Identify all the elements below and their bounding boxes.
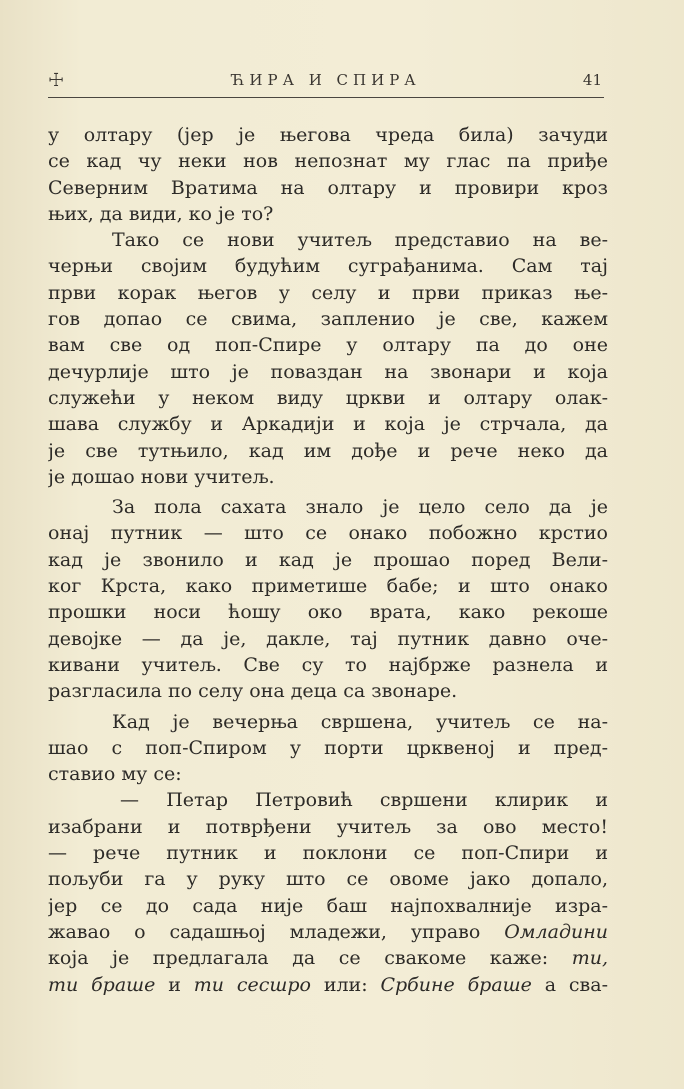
text-line-14: је дошао нови учитељ. (48, 465, 275, 488)
text-line-23: Кад је вечерња свршена, учитељ се на- (112, 710, 608, 733)
text-line-30: јер се до сада није баш најпохвалније изра- (48, 894, 608, 917)
text-line-15: За пола сахата знало је цело село да је (112, 496, 608, 519)
text-line-7: први корак његов у селу и први приказ ње- (48, 281, 608, 304)
text-line-18: ког Крста, како приметише бабе; и што онако (48, 575, 608, 598)
emphasis-word: ти, (571, 947, 608, 970)
text-line-2: се кад чу неки нов непознат му глас па приђе (48, 150, 608, 173)
text-line-1: у олтару (јер је његова чреда била) зачуди (48, 124, 608, 146)
text-line-12: шава службу и Аркадији и која је стрчала, да (48, 413, 608, 436)
emphasis-word: Омладини (504, 920, 608, 943)
text-line-9: вам све од поп-Спире у олтару па до оне (48, 334, 608, 357)
running-title: ЋИРА И СПИРА (231, 71, 421, 89)
text-line-31: жавао о садашњој младежи, управо Омладини (48, 920, 608, 943)
page-number: 41 (582, 71, 602, 89)
text-line-26: — Петар Петровић свршени клирик и (120, 789, 608, 812)
text-line-32: која је предлагала да се свакоме каже: ти, (48, 947, 608, 970)
header-rule (48, 97, 604, 98)
emphasis-word: ти браше (48, 973, 156, 996)
ornament-icon: ☩ (48, 70, 65, 91)
text-line-20: девојке — да је, дакле, тај путник давно оче- (48, 627, 608, 650)
text-line-33: ти браше и ти сесшро или: Србине браше а сва- (48, 973, 608, 996)
emphasis-word: ти сесшро (193, 973, 311, 996)
text-line-5: Тако се нови учитељ представио на ве- (112, 229, 608, 252)
emphasis-word: Србине браше (380, 973, 532, 996)
text-line-16: онај путник — што се онако побожно крстио (48, 522, 608, 545)
text-line-19: прошки носи ћошу око врата, како рекоше (48, 601, 608, 624)
text-line-4: њих, да види, ко је то? (48, 202, 274, 225)
text-line-8: гов допао се свима, запленио је све, кажем (48, 308, 608, 331)
text-line-28: — рече путник и поклони се поп-Спири и (48, 842, 608, 865)
text-line-21: кивани учитељ. Све су то најбрже разнела и (48, 653, 608, 676)
text-line-10: дечурлије што је поваздан на звонари и која (48, 360, 608, 383)
body-text (48, 122, 608, 998)
text-line-17: кад је звонило и кад је прошао поред Вели- (48, 548, 608, 571)
page-header (48, 68, 604, 98)
text-line-24: шао с поп-Спиром у порти црквеној и пред- (48, 736, 608, 759)
text-line-22: разгласила по селу она деца са звонаре. (48, 680, 458, 703)
text-line-11: служећи у неком виду цркви и олтару олак- (48, 386, 608, 409)
text-line-6: черњи својим будућим суграђанима. Сам тај (48, 255, 608, 278)
text-line-27: изабрани и потврђени учитељ за ово место! (48, 815, 608, 838)
text-line-3: Северним Вратима на олтару и провири кроз (48, 176, 608, 199)
text-line-29: пољуби га у руку што се овоме јако допало, (48, 868, 608, 891)
text-line-25: ставио му се: (48, 763, 182, 786)
text-line-13: је све тутњило, кад им дође и рече неко да (48, 439, 608, 462)
